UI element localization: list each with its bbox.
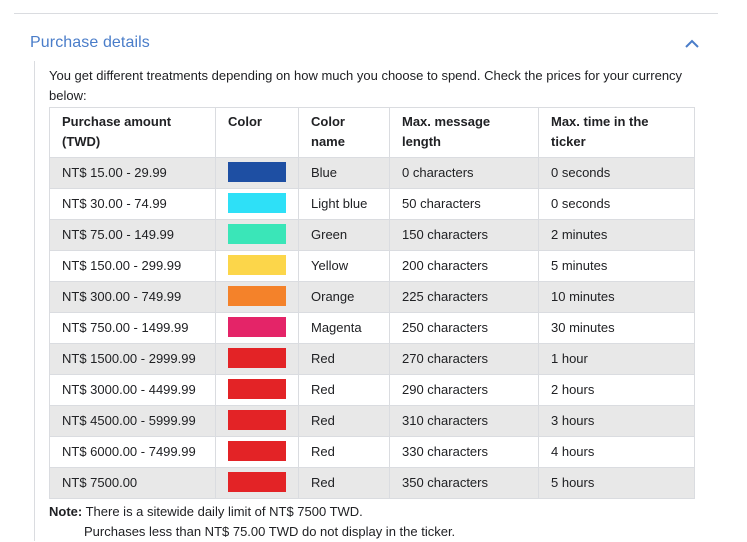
max-length-cell: 150 characters xyxy=(390,220,539,251)
max-time-cell: 30 minutes xyxy=(539,313,695,344)
header-color: Color xyxy=(216,108,299,158)
max-length-cell: 310 characters xyxy=(390,406,539,437)
color-swatch-cell xyxy=(216,437,299,468)
purchase-amount-cell: NT$ 750.00 - 1499.99 xyxy=(50,313,216,344)
table-row xyxy=(50,375,695,406)
color-swatch xyxy=(228,224,286,244)
table-row xyxy=(50,406,695,437)
table-row xyxy=(50,251,695,282)
purchase-amount-cell: NT$ 6000.00 - 7499.99 xyxy=(50,437,216,468)
color-name-cell: Red xyxy=(299,437,390,468)
intro-text: You get different treatments depending on how much you choose to spend. Check the prices for your currency below: xyxy=(49,68,683,103)
table-row xyxy=(50,158,695,189)
max-time-cell: 1 hour xyxy=(539,344,695,375)
color-swatch-cell xyxy=(216,282,299,313)
color-swatch-cell xyxy=(216,468,299,499)
max-length-cell: 250 characters xyxy=(390,313,539,344)
color-name-cell: Light blue xyxy=(299,189,390,220)
table-row xyxy=(50,437,695,468)
table-row xyxy=(50,220,695,251)
max-time-cell: 5 minutes xyxy=(539,251,695,282)
purchase-amount-cell: NT$ 1500.00 - 2999.99 xyxy=(50,344,216,375)
chevron-up-icon[interactable] xyxy=(682,33,702,53)
max-length-cell: 290 characters xyxy=(390,375,539,406)
max-length-cell: 225 characters xyxy=(390,282,539,313)
color-name-cell: Blue xyxy=(299,158,390,189)
max-time-cell: 0 seconds xyxy=(539,158,695,189)
color-swatch-cell xyxy=(216,251,299,282)
max-length-cell: 200 characters xyxy=(390,251,539,282)
header-max-message-length: Max. message length xyxy=(390,108,539,158)
max-length-cell: 330 characters xyxy=(390,437,539,468)
color-swatch xyxy=(228,317,286,337)
max-time-cell: 0 seconds xyxy=(539,189,695,220)
max-time-cell: 3 hours xyxy=(539,406,695,437)
header-purchase-amount: Purchase amount (TWD) xyxy=(50,108,216,158)
color-name-cell: Red xyxy=(299,406,390,437)
table-row xyxy=(50,344,695,375)
color-swatch xyxy=(228,348,286,368)
table-row xyxy=(50,189,695,220)
max-time-cell: 5 hours xyxy=(539,468,695,499)
max-time-cell: 2 hours xyxy=(539,375,695,406)
max-length-cell: 350 characters xyxy=(390,468,539,499)
note-line-1: There is a sitewide daily limit of NT$ 7500 TWD. xyxy=(85,504,363,519)
color-swatch xyxy=(228,255,286,275)
color-swatch-cell xyxy=(216,158,299,189)
purchase-amount-cell: NT$ 4500.00 - 5999.99 xyxy=(50,406,216,437)
color-swatch xyxy=(228,410,286,430)
color-name-cell: Green xyxy=(299,220,390,251)
max-time-cell: 10 minutes xyxy=(539,282,695,313)
max-length-cell: 50 characters xyxy=(390,189,539,220)
table-body xyxy=(50,158,695,499)
color-swatch xyxy=(228,286,286,306)
color-name-cell: Yellow xyxy=(299,251,390,282)
color-name-cell: Orange xyxy=(299,282,390,313)
purchase-amount-cell: NT$ 300.00 - 749.99 xyxy=(50,282,216,313)
purchase-details-header[interactable] xyxy=(14,28,718,58)
header-max-time: Max. time in the ticker xyxy=(539,108,695,158)
max-length-cell: 270 characters xyxy=(390,344,539,375)
price-table xyxy=(49,107,695,499)
color-swatch xyxy=(228,379,286,399)
purchase-amount-cell: NT$ 30.00 - 74.99 xyxy=(50,189,216,220)
purchase-amount-cell: NT$ 3000.00 - 4499.99 xyxy=(50,375,216,406)
color-name-cell: Red xyxy=(299,375,390,406)
purchase-amount-cell: NT$ 150.00 - 299.99 xyxy=(50,251,216,282)
color-swatch-cell xyxy=(216,375,299,406)
purchase-details-content xyxy=(34,61,704,541)
table-row xyxy=(50,468,695,499)
max-time-cell: 2 minutes xyxy=(539,220,695,251)
color-name-cell: Red xyxy=(299,344,390,375)
purchase-amount-cell: NT$ 75.00 - 149.99 xyxy=(50,220,216,251)
color-swatch-cell xyxy=(216,313,299,344)
color-name-cell: Red xyxy=(299,468,390,499)
max-time-cell: 4 hours xyxy=(539,437,695,468)
note xyxy=(49,502,704,542)
table-row xyxy=(50,282,695,313)
color-swatch xyxy=(228,193,286,213)
section-title: Purchase details xyxy=(30,34,150,51)
header-color-name: Color name xyxy=(299,108,390,158)
table-header-row xyxy=(50,108,695,158)
top-divider xyxy=(14,13,718,14)
table-row xyxy=(50,313,695,344)
note-label: Note: xyxy=(49,504,83,519)
color-swatch xyxy=(228,162,286,182)
note-line-2: Purchases less than NT$ 75.00 TWD do not display in the ticker. xyxy=(84,524,456,539)
purchase-amount-cell: NT$ 7500.00 xyxy=(50,468,216,499)
max-length-cell: 0 characters xyxy=(390,158,539,189)
color-swatch-cell xyxy=(216,344,299,375)
color-swatch-cell xyxy=(216,189,299,220)
color-name-cell: Magenta xyxy=(299,313,390,344)
color-swatch-cell xyxy=(216,220,299,251)
color-swatch-cell xyxy=(216,406,299,437)
purchase-amount-cell: NT$ 15.00 - 29.99 xyxy=(50,158,216,189)
color-swatch xyxy=(228,441,286,461)
color-swatch xyxy=(228,472,286,492)
